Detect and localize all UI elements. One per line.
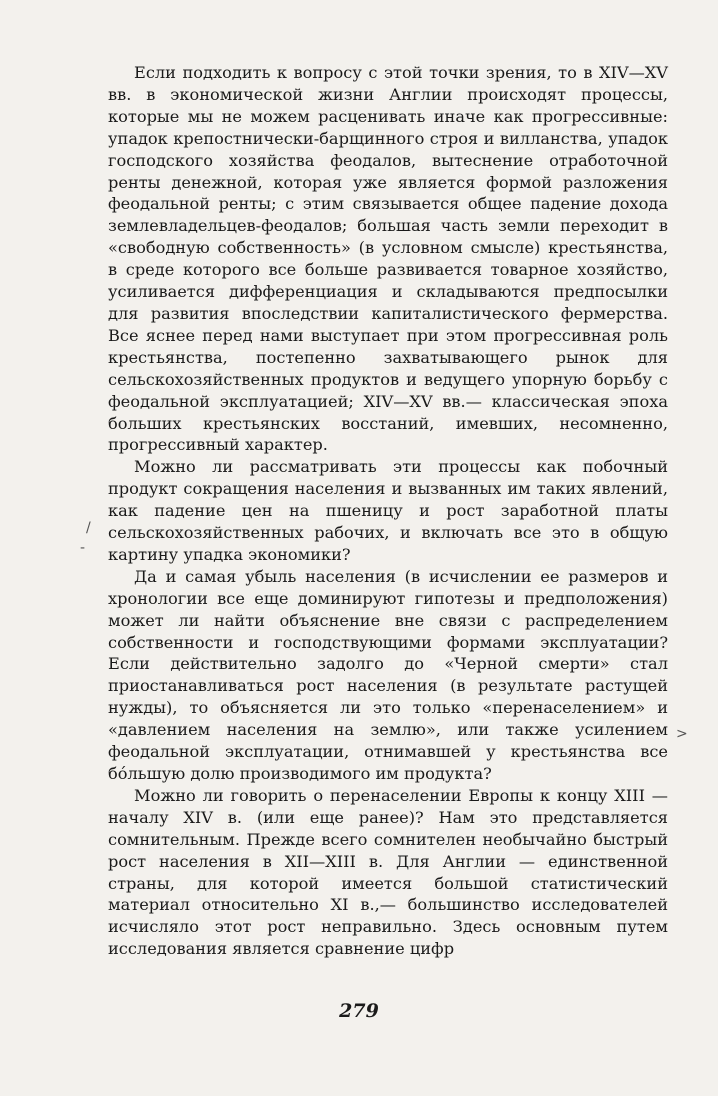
paragraph-4: Можно ли говорить о перенаселении Европы к концу XIII — началу XIV в. (или еще ранее)? Нам это представляется сомнительным. Прежде всего сомнителен необычайно быстрый рост населения в XII—XIII в. Для Англии — единственной страны, для которой имеется большой статистический материал относительно XI в.,— большинство исследователей исчисляло этот рост неправильно. Здесь основным путем исследования является сравнение цифр [108, 785, 668, 959]
page-number: 279 [339, 1000, 379, 1022]
paragraph-1: Если подходить к вопросу с этой точки зрения, то в XIV—XV вв. в экономической жизни Англии происходят процессы, которые мы не можем расценивать иначе как прогрессивные: упадок крепостнически-барщинного строя и вилланства, упадок господского хозяйства феодалов, вытеснение отработочной ренты денежной, которая уже является формой разложения феодальной ренты; с этим связывается общее падение дохода землевладельцев-феодалов; большая часть земли переходит в «свободную собственность» (в условном смысле) крестьянства, в среде которого все больше развивается товарное хозяйство, усиливается дифференциация и складываются предпосылки для развития впоследствии капиталистического фермерства. Все яснее перед нами выступает при этом прогрессивная роль крестьянства, постепенно захватывающего рынок для сельскохозяйственных продуктов и ведущего упорную борьбу с феодальной эксплуатацией; XIV—XV вв.— классическая эпоха больших крестьянских восстаний, имевших, несомненно, прогрессивный характер. [108, 63, 668, 455]
margin-bracket-mark-icon: > [676, 726, 688, 742]
margin-dash-mark-icon: - [80, 540, 86, 556]
margin-pencil-mark-icon: / [86, 520, 91, 536]
paragraph-3: Да и самая убыль населения (в исчислении ее размеров и хронологии все еще доминируют гипотезы и предположения) может ли найти объяснение вне связи с распределением собственности и господствующими формами эксплуатации? Если действительно задолго до «Черной смерти» стал приостанавливаться рост населения (в результате растущей нужды), то объясняется ли это только «перенаселением» и «давлением населения на землю», или также усилением феодальной эксплуатации, отнимавшей у крестьянства все бóльшую долю производимого им продукта? [108, 566, 668, 783]
body-text [108, 62, 668, 960]
paragraph-2: Можно ли рассматривать эти процессы как побочный продукт сокращения населения и вызванных им таких явлений, как падение цен на пшеницу и рост заработной платы сельскохозяйственных рабочих, и включать все это в общую картину упадка экономики? [108, 457, 668, 564]
